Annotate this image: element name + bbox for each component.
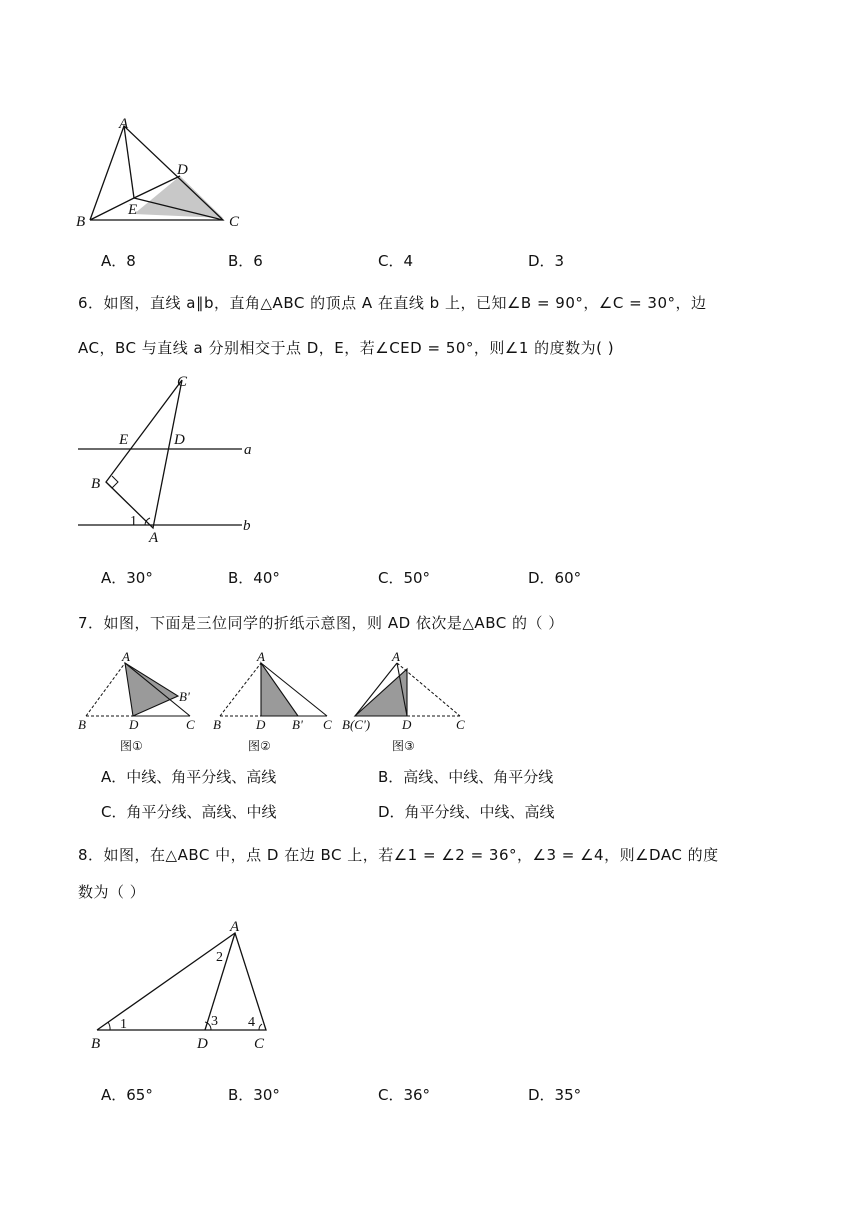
- q6-option-a: A．30°: [101, 569, 153, 587]
- q5-option-c: C．4: [378, 252, 414, 270]
- q7-fig1-label-C: C: [186, 717, 195, 732]
- q8-label-D: D: [197, 1036, 208, 1052]
- q5-label-E: E: [128, 202, 138, 218]
- q7-option-b: B．高线、中线、角平分线: [378, 768, 554, 786]
- q7-fig2-label-D: D: [256, 717, 266, 732]
- q6-label-B: B: [91, 476, 101, 492]
- q7-fig3-label-C: C: [456, 717, 465, 732]
- q6-label-C: C: [177, 374, 188, 390]
- q6-option-d: D．60°: [528, 569, 582, 587]
- q8-label-3: 3: [211, 1014, 218, 1029]
- q6-label-a: a: [244, 442, 252, 458]
- q7-option-c: C．角平分线、高线、中线: [101, 803, 277, 821]
- q6-label-A: A: [149, 530, 159, 546]
- q6-option-c: C．50°: [378, 569, 431, 587]
- q7-fig1-label-A: A: [122, 649, 130, 664]
- q5-option-d: D．3: [528, 252, 565, 270]
- q6-label-b: b: [243, 518, 251, 534]
- q6-stem-line1: 6．如图，直线 a∥b，直角△ABC 的顶点 A 在直线 b 上，已知∠B = 90°，∠C = 30°，边: [78, 294, 707, 312]
- q7-fig3-label-BC: B(C'): [342, 717, 371, 732]
- q5-label-A: A: [119, 116, 129, 132]
- q7-fig1-caption: 图①: [120, 739, 143, 753]
- q8-stem-line1: 8．如图，在△ABC 中，点 D 在边 BC 上，若∠1 = ∠2 = 36°，∠3 = ∠4，则∠DAC 的度: [78, 846, 719, 864]
- q7-fig2-label-A: A: [257, 649, 265, 664]
- q5-label-C: C: [229, 214, 240, 230]
- q6-label-D: D: [174, 432, 185, 448]
- q8-option-c: C．36°: [378, 1086, 431, 1104]
- q8-label-2: 2: [216, 950, 223, 965]
- q5-label-B: B: [76, 214, 86, 230]
- q7-fig2-caption: 图②: [248, 739, 271, 753]
- q7-fig3-label-A: A: [392, 649, 400, 664]
- q7-fig2-label-B: B: [213, 717, 221, 732]
- q8-label-A: A: [230, 919, 240, 935]
- q6-stem-line2: AC，BC 与直线 a 分别相交于点 D，E，若∠CED = 50°，则∠1 的度数为( ): [78, 339, 615, 357]
- q6-figure: [70, 368, 270, 548]
- q8-label-1: 1: [120, 1017, 127, 1032]
- q8-stem-line2: 数为（ ）: [78, 883, 146, 901]
- q7-option-d: D．角平分线、中线、高线: [378, 803, 555, 821]
- q7-fig3-label-D: D: [402, 717, 412, 732]
- q7-fig1-label-D: D: [129, 717, 139, 732]
- q5-figure: [70, 110, 260, 235]
- q8-label-C: C: [254, 1036, 265, 1052]
- q8-label-B: B: [91, 1036, 101, 1052]
- q8-option-b: B．30°: [228, 1086, 280, 1104]
- q7-fig1-label-Bp: B': [179, 689, 190, 704]
- q5-label-D: D: [177, 162, 188, 178]
- q7-fig2-label-C: C: [323, 717, 332, 732]
- q7-fig2-label-Bp: B': [292, 717, 303, 732]
- q7-fig3-caption: 图③: [392, 739, 415, 753]
- q8-figure: [80, 910, 280, 1055]
- q8-option-a: A．65°: [101, 1086, 153, 1104]
- q7-option-a: A．中线、角平分线、高线: [101, 768, 277, 786]
- q8-option-d: D．35°: [528, 1086, 582, 1104]
- q7-fig1-label-B: B: [78, 717, 86, 732]
- q6-option-b: B．40°: [228, 569, 280, 587]
- q8-label-4: 4: [248, 1015, 255, 1030]
- q7-figures: [70, 645, 490, 760]
- q6-label-1: 1: [130, 514, 137, 529]
- q5-option-b: B．6: [228, 252, 263, 270]
- q6-label-E: E: [119, 432, 129, 448]
- q5-option-a: A．8: [101, 252, 136, 270]
- q7-stem-line1: 7．如图，下面是三位同学的折纸示意图，则 AD 依次是△ABC 的（ ）: [78, 614, 564, 632]
